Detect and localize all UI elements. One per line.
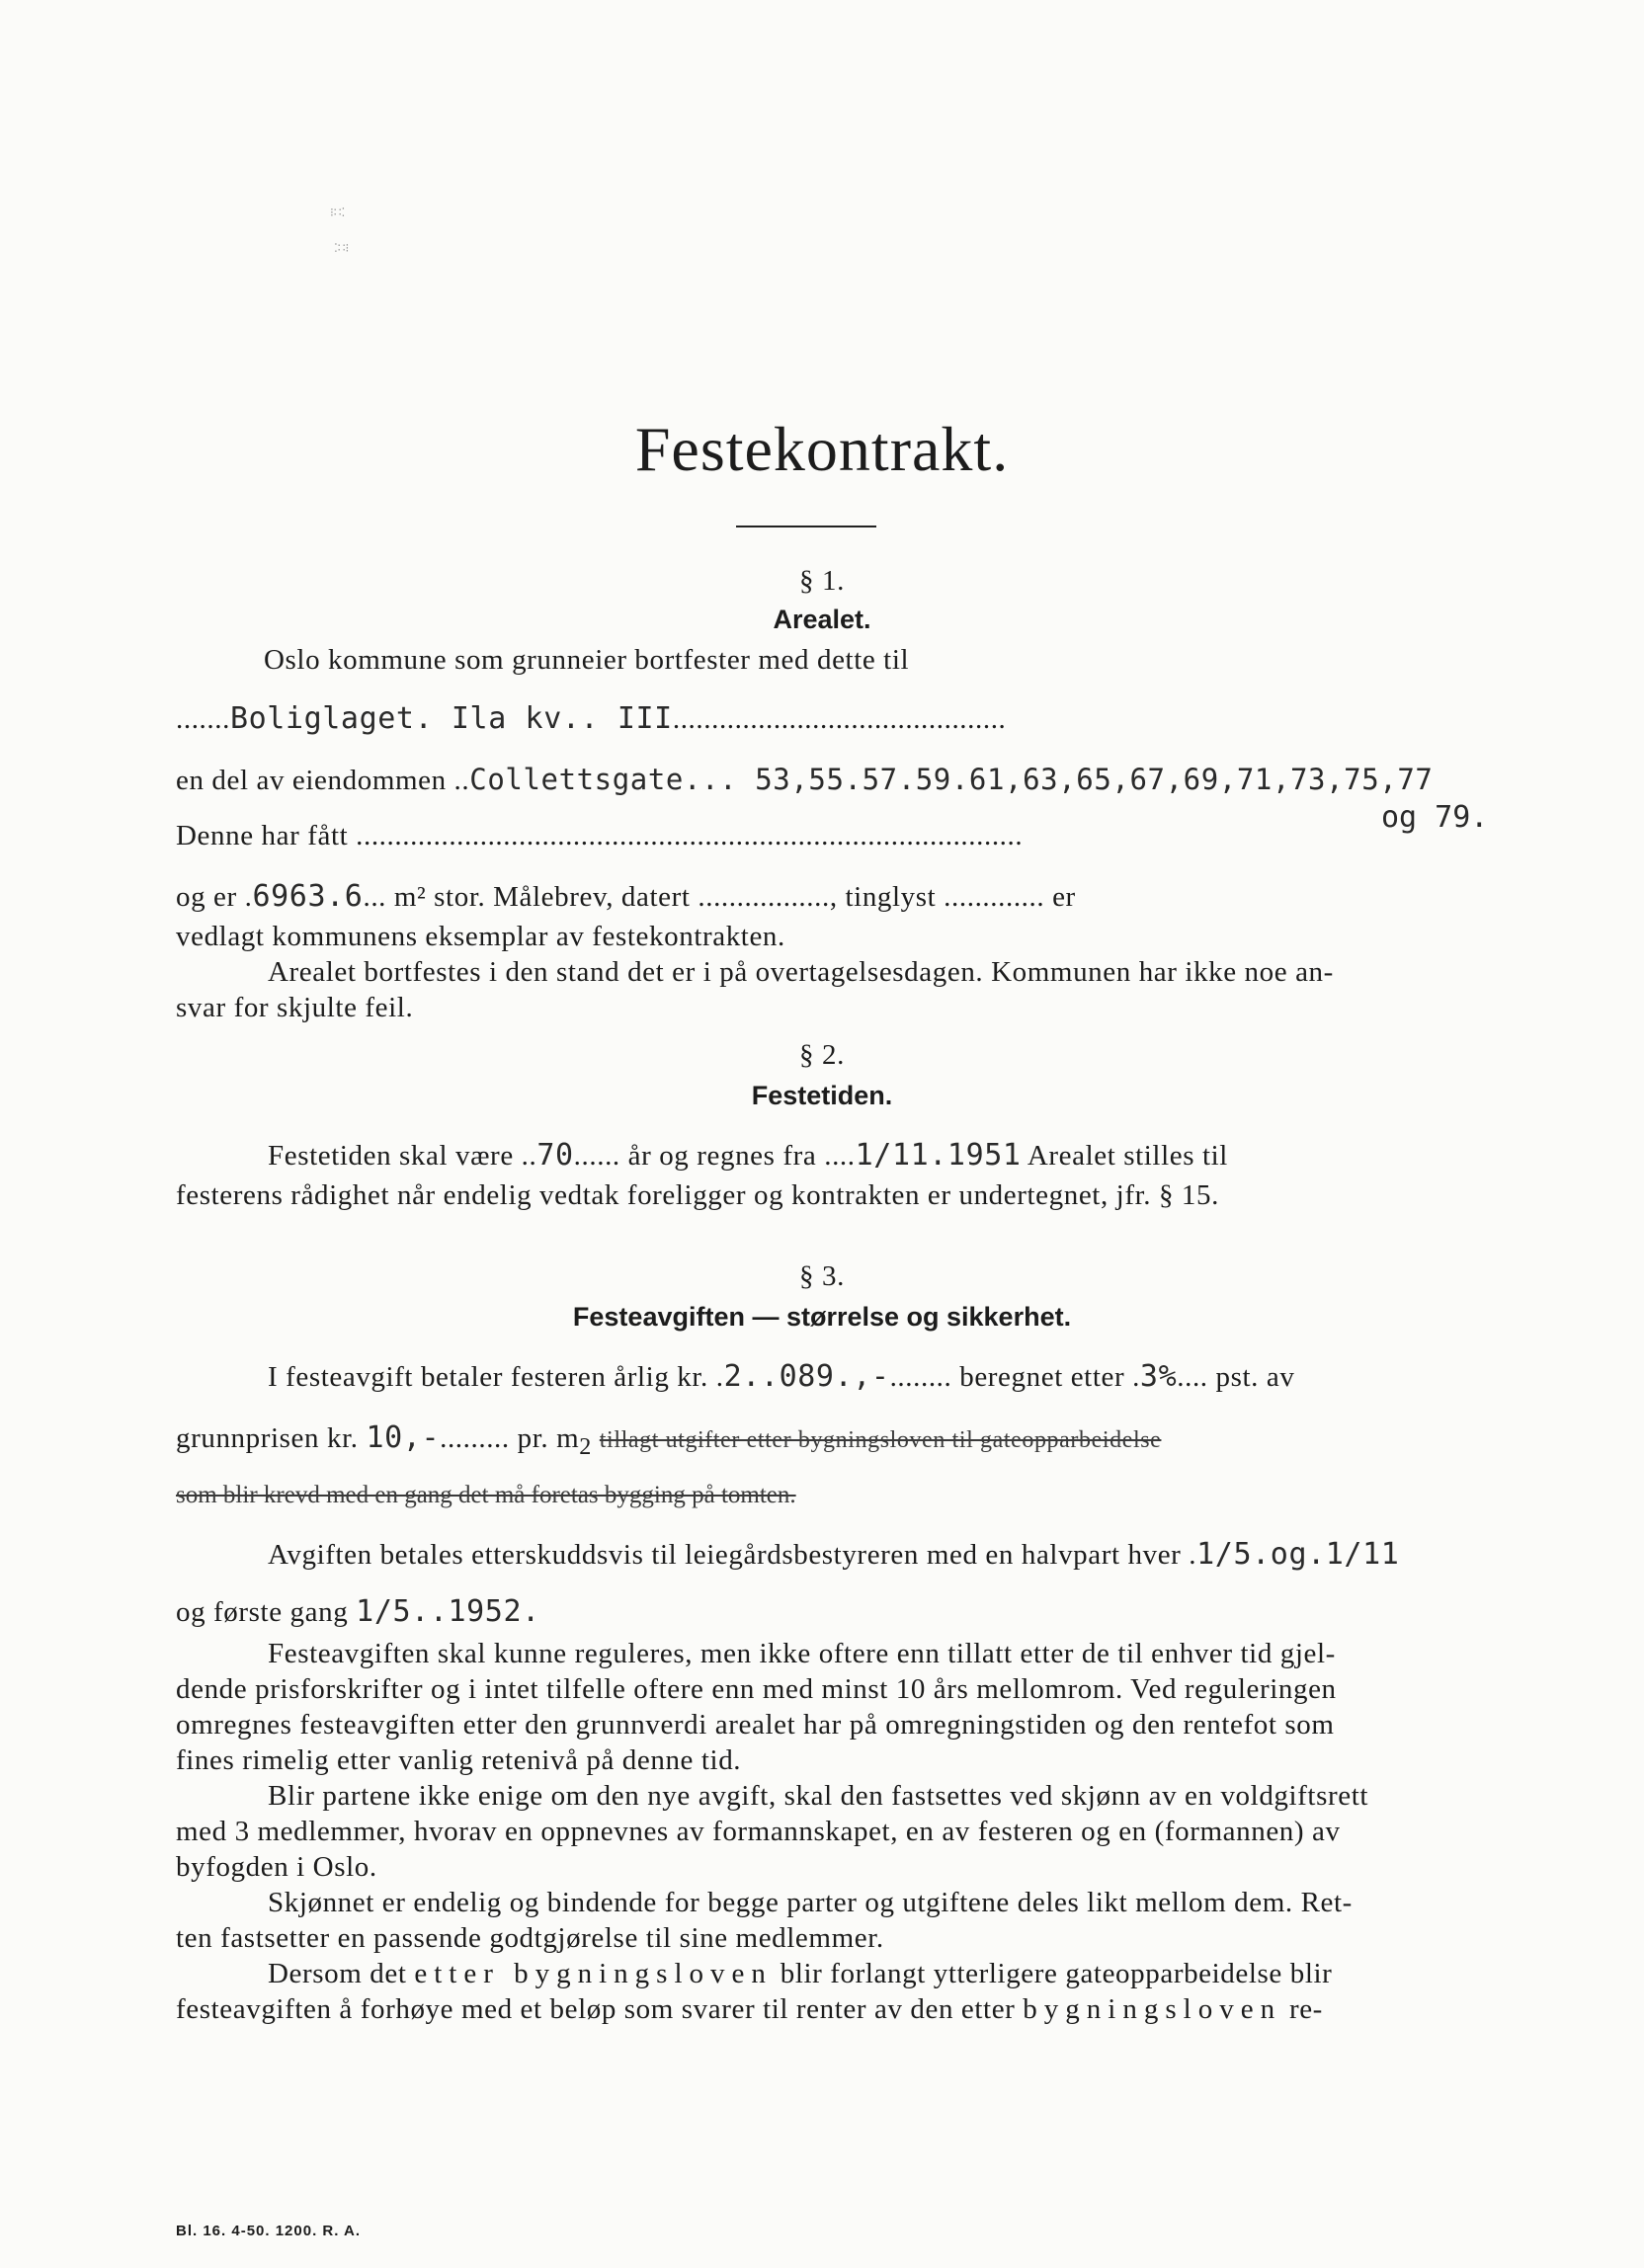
section-1-heading: Arealet. (773, 605, 871, 634)
faint-stamp-mark: ⁝∷⁚ (330, 205, 346, 219)
property-address: Collettsgate... 53,55.57.59.61,63,65,67,69,71,73,75,77 (469, 763, 1434, 796)
para-line: dende prisforskrifter og i intet tilfelle oftere enn med minst 10 års mellomrom. Ved reguleringen (176, 1673, 1337, 1705)
lease-start-date: 1/11.1951 (855, 1138, 1022, 1173)
para-line: omregnes festeavgiften etter den grunnverdi arealet har på omregningstiden og den rentefot som (176, 1709, 1335, 1741)
title-rule (736, 526, 876, 527)
para-line: Dersom det etter bygningsloven blir forlangt ytterligere gateopparbeidelse blir (268, 1958, 1333, 1989)
s2-line-2: festerens rådighet når endelig vedtak foreligger og kontrakten er undertegnet, jfr. § 15. (176, 1179, 1219, 1211)
s1-denne-line: Denne har fått ...................................................................................... (176, 820, 1024, 851)
s1-lessee-line: .......Boliglaget. Ila kv.. III........................................... (176, 701, 1007, 736)
s1-stand: Arealet bortfestes i den stand det er i på overtagelsesdagen. Kommunen har ikke noe an- (268, 956, 1334, 988)
ground-price: 10,- (366, 1420, 441, 1455)
section-2-heading: Festetiden. (751, 1081, 893, 1110)
section-2-number: § 2. (799, 1039, 845, 1071)
para-line: byfogden i Oslo. (176, 1851, 377, 1883)
para-line: ten fastsetter en passende godtgjørelse til sine medlemmer. (176, 1922, 884, 1954)
para-line: Blir partene ikke enige om den nye avgift, skal den fastsettes ved skjønn av en voldgiftsrett (268, 1780, 1369, 1812)
lessee-name: Boliglaget. Ila kv.. III (229, 701, 673, 736)
payment-dates: 1/5.og.1/11 (1196, 1537, 1400, 1572)
first-payment-date: 1/5..1952. (356, 1594, 540, 1629)
section-1-number: § 1. (799, 565, 845, 597)
section-3-heading: Festeavgiften — størrelse og sikkerhet. (572, 1302, 1072, 1332)
s1-intro: Oslo kommune som grunneier bortfester med dette til (264, 644, 910, 676)
fee-percent: 3% (1139, 1359, 1178, 1394)
s3-fee-line: I festeavgift betaler festeren årlig kr. .2..089.,-........ beregnet etter .3%.... pst. av (268, 1359, 1295, 1394)
property-address-continued: og 79. (1381, 800, 1489, 835)
struck-clause-2: som blir krevd med en gang det må foretas bygging på tomten. (176, 1482, 796, 1508)
document-title: Festekontrakt. (634, 414, 1010, 484)
s3-first-payment-line: og første gang 1/5..1952. (176, 1594, 540, 1629)
s1-area-line: og er .6963.6... m² stor. Målebrev, datert ................., tinglyst ............. er (176, 879, 1076, 914)
para-line: Festeavgiften skal kunne reguleres, men ikke oftere enn tillatt etter de til enhver tid gjel- (268, 1638, 1336, 1669)
lease-years: 70 (536, 1138, 574, 1173)
area-value: 6963.6 (252, 879, 364, 914)
para-line: Skjønnet er endelig og bindende for begge parter og utgiftene deles likt mellom dem. Ret- (268, 1887, 1353, 1918)
s1-property-line: en del av eiendommen ..Collettsgate... 53,55.57.59.61,63,65,67,69,71,73,75,77 (176, 763, 1434, 796)
s3-price-line: grunnprisen kr. 10,-......... pr. $m_2$ tillagt utgifter etter bygningsloven til gateopparbeidelse (176, 1420, 1162, 1460)
struck-clause-1: tillagt utgifter etter bygningsloven til gateopparbeidelse (599, 1427, 1162, 1453)
s2-line-1: Festetiden skal være ..70...... år og regnes fra ....1/11.1951 Arealet stilles til (268, 1138, 1228, 1173)
section-3-number: § 3. (799, 1260, 845, 1292)
s1-vedlagt: vedlagt kommunens eksemplar av festekontrakten. (176, 921, 785, 952)
annual-fee: 2..089.,- (723, 1359, 890, 1394)
s1-svar: svar for skjulte feil. (176, 992, 414, 1023)
para-line: festeavgiften å forhøye med et beløp som svarer til renter av den etter bygningsloven re- (176, 1993, 1323, 2025)
s3-payment-line: Avgiften betales etterskuddsvis til leiegårdsbestyreren med en halvpart hver .1/5.og.1/11 (268, 1537, 1400, 1572)
form-footer-code: Bl. 16. 4-50. 1200. R. A. (176, 2223, 362, 2239)
para-line: med 3 medlemmer, hvorav en oppnevnes av formannskapet, en av festeren og en (formannen) av (176, 1816, 1341, 1847)
faint-stamp-mark: ⁚∷⁝ (334, 241, 350, 255)
para-line: fines rimelig etter vanlig retenivå på denne tid. (176, 1744, 742, 1776)
